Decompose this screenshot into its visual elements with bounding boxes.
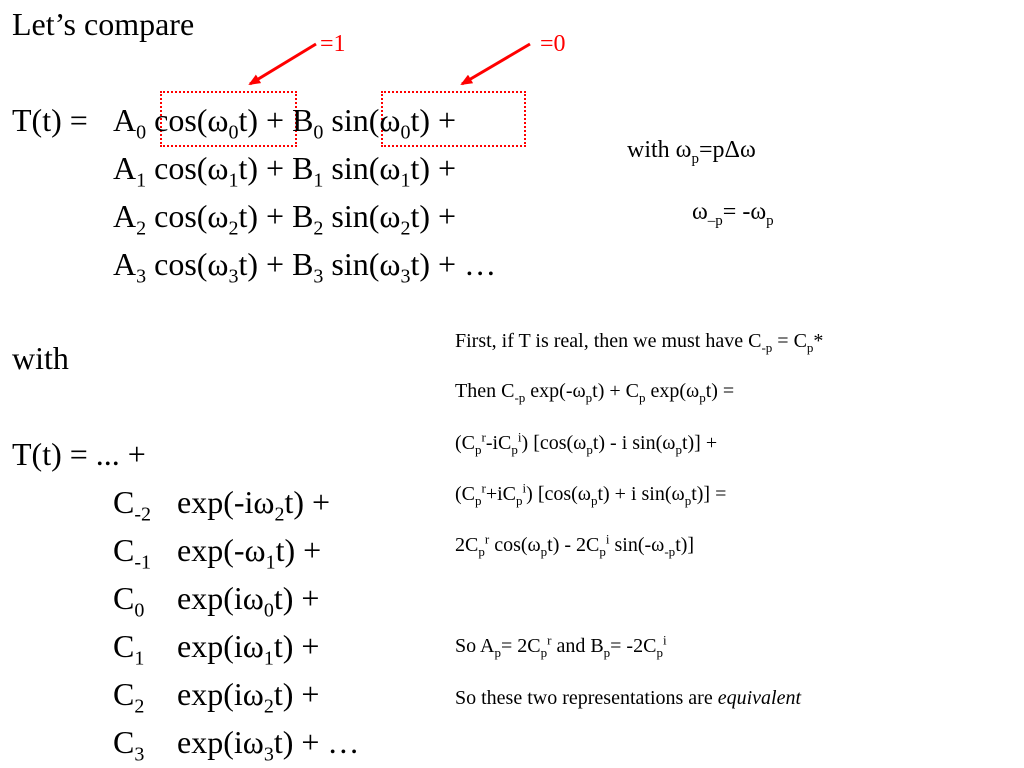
derivation-line-4: $(C_p^r+iC_p^i) [\cos(\omega_pt) + i$ $\sin(\omega_pt)$] = [455, 480, 727, 508]
complex-series-line: $C_{-1}$ $\exp(-\omega_1t)$ + [113, 532, 322, 574]
annotation-equals-zero: =0 [540, 31, 566, 57]
complex-series-line: $C_2$ $\exp(i\omega_2t)$ + [113, 676, 320, 718]
derivation-line-7: So these two representations are equivalent [455, 687, 802, 709]
derivation-line-3: $(C_p^r-iC_p^i)$ [$\cos(\omega_pt)$ - i $\sin(\omega_pt)$] + [455, 429, 718, 457]
real-series-lhs: T(t) = [12, 102, 88, 138]
derivation-line-2: Then $C_{-p}$ $\exp(-\omega_pt) + C_p$ $\exp(\omega_pt)$ = [455, 380, 735, 405]
complex-series-lhs: T(t) = ... + [12, 436, 146, 472]
with-label: with [12, 340, 69, 376]
arrow-left [250, 44, 316, 84]
derivation-line-5: $2C_p^r$ $\cos(\omega_pt) - 2C_p^i$ $\sin(-\omega_{-p}t)$] [455, 531, 695, 559]
omega-negative-definition: $\omega_{-p}= -\omega_p$ [692, 199, 774, 229]
complex-series-line: $C_3$ $\exp(i\omega_3t)$ + … [113, 724, 360, 766]
complex-series-line: $C_0$ $\exp(i\omega_0t)$ + [113, 580, 320, 622]
complex-series-line: $C_1$ $\exp(i\omega_1t)$ + [113, 628, 320, 670]
real-series-line: $A_2$ $\cos(\omega_2t) + B_2$ $\sin(\omega_2t)$ + [113, 198, 457, 240]
omega-definition: with $\omega_p=p\Delta\omega$ [627, 137, 756, 167]
real-series-line: $A_3$ $\cos(\omega_3t) + B_3$ $\sin(\omega_3t)$ + … [113, 246, 497, 288]
derivation-line-6: So $A_p= 2C_p^r$ and $B_p= -2C_p^i$ [455, 632, 667, 660]
arrow-right [462, 44, 530, 84]
real-series-line: $A_0$ $\cos(\omega_0t) + B_0$ $\sin(\omega_0t)$ + [113, 102, 457, 144]
page-title: Let’s compare [12, 6, 195, 42]
complex-series-line: $C_{-2}$ $\exp(-i\omega_2t)$ + [113, 484, 331, 526]
derivation-line-1: First, if T is real, then we must have $C_{-p} = C_p*$ [455, 330, 824, 355]
real-series-line: $A_1$ $\cos(\omega_1t) + B_1$ $\sin(\omega_1t)$ + [113, 150, 457, 192]
annotation-equals-one: =1 [320, 31, 346, 57]
emphasis-equivalent: equivalent [717, 687, 802, 709]
